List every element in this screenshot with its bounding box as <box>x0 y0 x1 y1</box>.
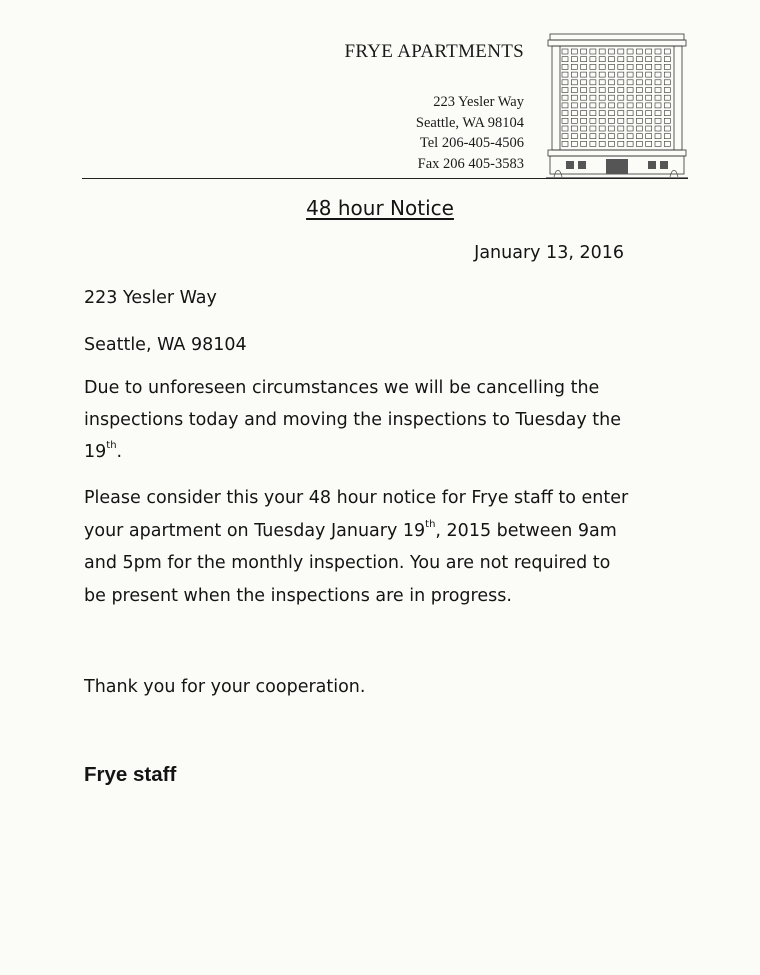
building-window <box>664 103 670 108</box>
building-window <box>581 103 587 108</box>
building-window <box>646 57 652 62</box>
building-window <box>571 57 577 62</box>
building-window <box>581 141 587 146</box>
recipient-city: Seattle, WA 98104 <box>84 335 247 355</box>
building-window <box>609 111 615 116</box>
building-window <box>609 57 615 62</box>
building-window <box>646 80 652 85</box>
building-window <box>609 64 615 69</box>
building-window <box>636 141 642 146</box>
building-window <box>664 95 670 100</box>
org-name: FRYE APARTMENTS <box>344 41 524 62</box>
building-window <box>571 134 577 139</box>
building-window <box>636 72 642 77</box>
paragraph2-line4: be present when the inspections are in progress. <box>84 586 512 606</box>
building-window <box>562 80 568 85</box>
building-window <box>627 118 633 123</box>
building-window <box>627 80 633 85</box>
building-window <box>664 57 670 62</box>
building-window <box>618 95 624 100</box>
building-window <box>599 72 605 77</box>
building-window <box>571 103 577 108</box>
p2-rest: , 2015 between 9am <box>435 521 617 541</box>
building-window <box>627 72 633 77</box>
paragraph1-line1: Due to unforeseen circumstances we will be cancelling the <box>84 378 600 398</box>
building-window <box>664 111 670 116</box>
building-window <box>655 57 661 62</box>
building-window <box>609 118 615 123</box>
building-window <box>636 80 642 85</box>
p2-ordinal: th <box>425 519 436 530</box>
building-window <box>562 134 568 139</box>
building-window <box>618 141 624 146</box>
building-window <box>562 111 568 116</box>
building-window <box>590 111 596 116</box>
building-window <box>562 49 568 54</box>
building-window <box>636 64 642 69</box>
building-window <box>581 88 587 93</box>
building-window <box>590 141 596 146</box>
building-window <box>581 80 587 85</box>
building-window <box>590 134 596 139</box>
building-window <box>599 49 605 54</box>
building-logo-icon <box>546 30 688 180</box>
building-window <box>562 126 568 131</box>
building-window <box>571 72 577 77</box>
building-window <box>581 111 587 116</box>
building-window <box>571 88 577 93</box>
building-window <box>609 88 615 93</box>
building-window <box>599 95 605 100</box>
building-window <box>627 57 633 62</box>
building-window <box>599 141 605 146</box>
building-window <box>609 103 615 108</box>
paragraph1-line2: inspections today and moving the inspections to Tuesday the <box>84 410 621 430</box>
building-window <box>599 111 605 116</box>
building-window <box>562 57 568 62</box>
building-window <box>599 118 605 123</box>
building-window <box>618 103 624 108</box>
building-window <box>599 64 605 69</box>
building-window <box>590 80 596 85</box>
building-window <box>627 141 633 146</box>
building-window <box>627 95 633 100</box>
building-window <box>655 141 661 146</box>
paragraph2-line2 <box>84 521 617 541</box>
building-window <box>590 49 596 54</box>
building-window <box>664 49 670 54</box>
building-window <box>646 64 652 69</box>
building-window <box>655 49 661 54</box>
building-window <box>562 95 568 100</box>
header-divider <box>82 178 688 179</box>
building-window <box>590 57 596 62</box>
building-window <box>655 126 661 131</box>
building-window <box>664 118 670 123</box>
building-window <box>609 95 615 100</box>
building-window <box>636 118 642 123</box>
building-window <box>627 88 633 93</box>
building-window <box>664 64 670 69</box>
building-window <box>571 118 577 123</box>
building-window <box>636 103 642 108</box>
building-window <box>562 141 568 146</box>
building-window <box>562 88 568 93</box>
building-window <box>609 134 615 139</box>
building-window <box>664 134 670 139</box>
building-window <box>646 141 652 146</box>
building-window <box>627 103 633 108</box>
building-window <box>646 88 652 93</box>
building-window <box>599 134 605 139</box>
building-window <box>627 134 633 139</box>
building-window <box>627 111 633 116</box>
building-window <box>609 72 615 77</box>
building-window <box>590 126 596 131</box>
building-window <box>599 57 605 62</box>
letterhead-tel: Tel 206-405-4506 <box>419 135 524 151</box>
building-window <box>581 134 587 139</box>
closing-thanks: Thank you for your cooperation. <box>84 677 366 697</box>
building-window <box>599 126 605 131</box>
building-window <box>618 111 624 116</box>
building-window <box>636 57 642 62</box>
building-window <box>562 103 568 108</box>
building-window <box>646 118 652 123</box>
building-window <box>636 95 642 100</box>
recipient-street: 223 Yesler Way <box>84 288 217 308</box>
building-window <box>609 141 615 146</box>
building-window <box>664 72 670 77</box>
building-window <box>636 49 642 54</box>
building-window <box>646 95 652 100</box>
paragraph1-line3 <box>84 442 122 462</box>
building-window <box>590 103 596 108</box>
p1-day: 19 <box>84 442 107 462</box>
building-window <box>618 126 624 131</box>
building-window <box>590 72 596 77</box>
building-window <box>581 126 587 131</box>
paragraph2-line1: Please consider this your 48 hour notice for Frye staff to enter <box>84 488 629 508</box>
building-window <box>618 118 624 123</box>
building-window <box>581 72 587 77</box>
building-window <box>562 64 568 69</box>
building-window <box>646 103 652 108</box>
building-window <box>646 72 652 77</box>
building-window <box>609 80 615 85</box>
building-window <box>581 95 587 100</box>
building-window <box>562 118 568 123</box>
notice-date: January 13, 2016 <box>474 243 624 263</box>
building-window <box>618 57 624 62</box>
building-window <box>581 57 587 62</box>
building-window <box>571 95 577 100</box>
building-window <box>655 72 661 77</box>
building-window <box>646 126 652 131</box>
building-window <box>664 126 670 131</box>
building-window <box>571 126 577 131</box>
building-window <box>618 49 624 54</box>
p1-ordinal: th <box>106 440 117 451</box>
building-window <box>599 88 605 93</box>
building-window <box>655 111 661 116</box>
building-window <box>618 80 624 85</box>
building-window <box>571 64 577 69</box>
building-window <box>618 72 624 77</box>
building-window <box>636 134 642 139</box>
building-window <box>664 141 670 146</box>
building-window <box>590 118 596 123</box>
building-window <box>571 49 577 54</box>
building-window <box>655 88 661 93</box>
paragraph2-line3: and 5pm for the monthly inspection. You are not required to <box>84 553 611 573</box>
building-window <box>655 103 661 108</box>
building-window <box>627 49 633 54</box>
building-window <box>664 88 670 93</box>
building-window <box>646 49 652 54</box>
letterhead-address <box>360 92 524 174</box>
p2-date: your apartment on Tuesday January 19 <box>84 521 426 541</box>
building-window <box>646 111 652 116</box>
p1-end: . <box>116 442 123 462</box>
letterhead-fax: Fax 206 405-3583 <box>417 155 524 172</box>
building-window <box>590 64 596 69</box>
building-window <box>655 95 661 100</box>
letterhead-street: 223 Yesler Way <box>433 94 524 110</box>
building-window <box>636 111 642 116</box>
building-window <box>590 88 596 93</box>
building-window <box>562 72 568 77</box>
building-window <box>571 111 577 116</box>
building-window <box>646 134 652 139</box>
building-window <box>571 80 577 85</box>
signature: Frye staff <box>84 763 177 786</box>
building-window <box>618 64 624 69</box>
building-window <box>636 88 642 93</box>
building-window <box>618 134 624 139</box>
building-window <box>655 134 661 139</box>
building-window <box>664 80 670 85</box>
building-window <box>599 80 605 85</box>
letterhead-city: Seattle, WA 98104 <box>415 114 524 131</box>
building-window <box>655 80 661 85</box>
building-window <box>627 64 633 69</box>
building-window <box>655 118 661 123</box>
building-window <box>627 126 633 131</box>
building-window <box>571 141 577 146</box>
building-window <box>609 126 615 131</box>
building-window <box>618 88 624 93</box>
building-window <box>599 103 605 108</box>
building-window <box>581 118 587 123</box>
building-window <box>655 64 661 69</box>
notice-title: 48 hour Notice <box>306 196 454 220</box>
building-window <box>609 49 615 54</box>
building-window <box>636 126 642 131</box>
building-window <box>581 49 587 54</box>
building-window <box>581 64 587 69</box>
building-window <box>590 95 596 100</box>
